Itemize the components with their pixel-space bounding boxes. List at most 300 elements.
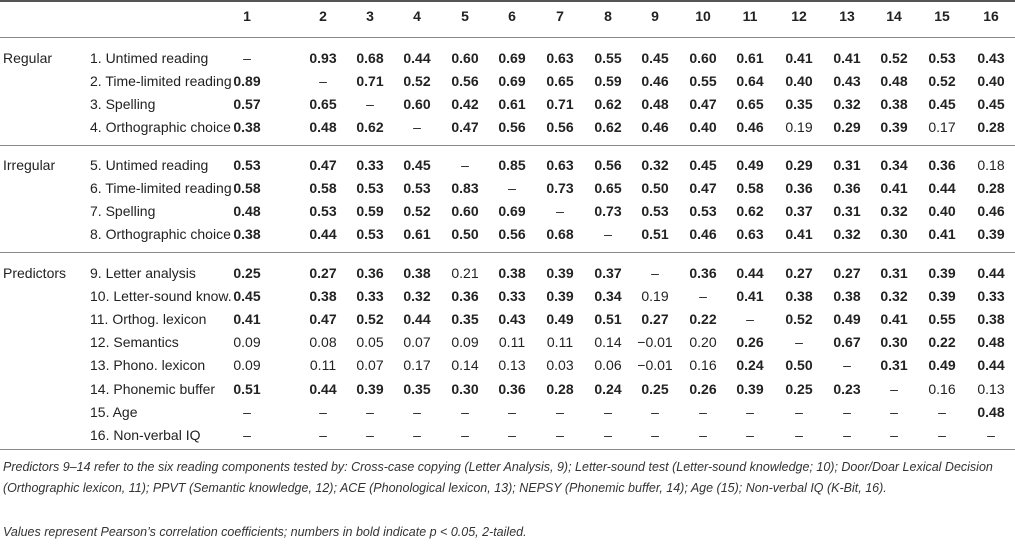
table-cell: 0.38: [833, 288, 861, 305]
table-cell: 0.45: [977, 96, 1005, 113]
table-cell: 0.27: [309, 265, 337, 281]
table-cell: 0.22: [928, 334, 956, 351]
table-cell: 0.50: [785, 357, 813, 374]
table-cell: 0.49: [928, 357, 956, 374]
table-cell: 0.28: [977, 180, 1005, 197]
table-cell: 0.33: [498, 288, 526, 305]
table-cell: 0.40: [689, 119, 717, 136]
table-footnote-predictors: Predictors 9–14 refer to the six reading components tested by: Cross-case copying (Letter Analysis, 9); Letter-sound test (Letter-sound knowledge; 10); Door/Doar Lexical Decision (Orthographic lexicon, 11); PPVT (Semantic knowledge, 12); ACE (Phonological lexicon, 13); NEPSY (Phonemic buffer, 14); Age (15); Non-verbal IQ (K-Bit, 16).: [3, 460, 993, 495]
table-cell: 0.38: [880, 96, 908, 113]
row-label: 11. Orthog. lexicon: [90, 311, 207, 328]
table-cell: 0.65: [546, 73, 574, 90]
table-cell: 0.44: [977, 265, 1005, 281]
table-cell: 0.36: [689, 265, 717, 281]
group-label-regular: Regular: [3, 50, 53, 66]
table-cell: 0.46: [977, 203, 1005, 220]
table-cell: 0.51: [641, 226, 669, 243]
table-cell: –: [987, 426, 995, 443]
table-cell: 0.46: [641, 73, 669, 90]
table-cell: 0.89: [233, 73, 261, 90]
table-cell: 0.69: [498, 73, 526, 90]
table-cell: 0.41: [928, 226, 956, 243]
table-cell: 0.45: [928, 96, 956, 113]
table-rule: [0, 0, 1015, 2]
table-cell: 0.52: [928, 73, 956, 90]
table-cell: 0.26: [736, 334, 764, 351]
table-cell: 0.60: [451, 50, 479, 66]
table-cell: 0.32: [641, 157, 669, 173]
row-label: 2. Time-limited reading: [90, 73, 232, 90]
table-cell: 0.63: [546, 157, 574, 173]
table-cell: –: [319, 426, 327, 443]
table-row: [0, 93, 1015, 116]
table-cell: 0.44: [977, 357, 1005, 374]
table-cell: 0.13: [977, 380, 1005, 397]
table-cell: 0.40: [977, 73, 1005, 90]
table-cell: 0.32: [880, 288, 908, 305]
table-cell: –: [746, 403, 754, 420]
table-cell: 0.47: [309, 311, 337, 328]
table-cell: 0.36: [356, 265, 384, 281]
table-cell: 0.62: [736, 203, 764, 220]
table-cell: 0.11: [309, 357, 337, 374]
table-cell: 0.29: [785, 157, 813, 173]
table-cell: 0.36: [928, 157, 956, 173]
table-cell: 0.23: [833, 380, 861, 397]
table-cell: –: [461, 403, 469, 420]
table-cell: 0.41: [785, 226, 813, 243]
table-cell: 0.36: [833, 180, 861, 197]
table-cell: 0.19: [641, 288, 669, 305]
table-cell: 0.35: [451, 311, 479, 328]
table-cell: 0.17: [403, 357, 431, 374]
table-rule: [0, 449, 1015, 450]
table-cell: 0.47: [451, 119, 479, 136]
table-cell: 0.30: [880, 334, 908, 351]
table-rule: [0, 37, 1015, 38]
table-cell: –: [243, 403, 251, 420]
table-cell: 0.53: [356, 226, 384, 243]
column-header-8: 8: [604, 8, 612, 24]
table-cell: 0.44: [403, 50, 431, 66]
table-cell: 0.62: [594, 96, 622, 113]
table-cell: –: [556, 203, 564, 220]
table-cell: –: [604, 403, 612, 420]
table-cell: –: [746, 311, 754, 328]
table-row: [0, 177, 1015, 200]
table-cell: 0.39: [880, 119, 908, 136]
table-cell: 0.67: [833, 334, 861, 351]
table-cell: 0.39: [928, 265, 956, 281]
table-cell: 0.21: [451, 265, 479, 281]
table-cell: 0.55: [928, 311, 956, 328]
table-cell: 0.57: [233, 96, 261, 113]
table-cell: –: [366, 403, 374, 420]
row-label: 6. Time-limited reading: [90, 180, 232, 197]
table-cell: 0.44: [403, 311, 431, 328]
table-cell: 0.27: [833, 265, 861, 281]
table-cell: 0.38: [977, 311, 1005, 328]
table-cell: 0.07: [403, 334, 431, 351]
table-cell: 0.53: [233, 157, 261, 173]
table-cell: –: [938, 426, 946, 443]
table-cell: 0.56: [594, 157, 622, 173]
table-cell: –: [413, 403, 421, 420]
table-cell: 0.52: [356, 311, 384, 328]
table-cell: 0.47: [689, 180, 717, 197]
table-cell: –: [243, 50, 251, 66]
table-cell: 0.48: [233, 203, 261, 220]
table-cell: 0.59: [356, 203, 384, 220]
table-cell: –: [699, 426, 707, 443]
table-cell: 0.25: [641, 380, 669, 397]
table-cell: 0.56: [498, 226, 526, 243]
table-cell: 0.06: [594, 357, 622, 374]
table-cell: –: [413, 426, 421, 443]
table-cell: 0.24: [594, 380, 622, 397]
table-cell: 0.53: [641, 203, 669, 220]
table-cell: 0.53: [928, 50, 956, 66]
table-cell: 0.60: [689, 50, 717, 66]
table-cell: 0.51: [594, 311, 622, 328]
table-cell: –: [651, 265, 659, 281]
table-cell: 0.43: [498, 311, 526, 328]
table-row: [0, 154, 1015, 177]
table-cell: 0.14: [451, 357, 479, 374]
table-cell: 0.16: [689, 357, 717, 374]
table-cell: 0.09: [451, 334, 479, 351]
table-cell: 0.25: [233, 265, 261, 281]
row-label: 1. Untimed reading: [90, 50, 209, 66]
row-label: 10. Letter-sound know.: [90, 288, 232, 305]
table-cell: 0.33: [356, 157, 384, 173]
table-cell: 0.58: [233, 180, 261, 197]
table-cell: –: [508, 403, 516, 420]
table-cell: 0.46: [736, 119, 764, 136]
table-cell: 0.47: [689, 96, 717, 113]
table-cell: 0.39: [928, 288, 956, 305]
table-cell: 0.31: [833, 203, 861, 220]
table-cell: 0.41: [233, 311, 261, 328]
table-cell: –: [508, 180, 516, 197]
table-cell: 0.47: [309, 157, 337, 173]
table-cell: 0.63: [546, 50, 574, 66]
table-cell: 0.44: [309, 380, 337, 397]
table-cell: 0.41: [785, 50, 813, 66]
table-cell: –: [938, 403, 946, 420]
group-label-irregular: Irregular: [3, 157, 56, 173]
row-label: 9. Letter analysis: [90, 265, 196, 281]
table-cell: 0.68: [546, 226, 574, 243]
column-header-9: 9: [651, 8, 659, 24]
table-cell: 0.48: [880, 73, 908, 90]
table-cell: 0.39: [356, 380, 384, 397]
table-cell: 0.33: [356, 288, 384, 305]
column-header-11: 11: [742, 8, 758, 24]
table-row: [0, 116, 1015, 139]
table-row: [0, 262, 1015, 285]
table-cell: 0.32: [833, 96, 861, 113]
table-cell: –: [795, 426, 803, 443]
table-cell: 0.83: [451, 180, 479, 197]
column-header-14: 14: [886, 8, 902, 24]
table-cell: 0.49: [833, 311, 861, 328]
table-cell: 0.53: [356, 180, 384, 197]
table-cell: 0.40: [785, 73, 813, 90]
table-cell: –: [843, 403, 851, 420]
table-cell: 0.16: [928, 380, 956, 397]
table-row: [0, 223, 1015, 246]
table-cell: 0.41: [833, 50, 861, 66]
table-row: [0, 331, 1015, 354]
table-cell: 0.40: [928, 203, 956, 220]
table-cell: 0.11: [498, 334, 526, 351]
table-cell: 0.32: [880, 203, 908, 220]
row-label: 3. Spelling: [90, 96, 156, 113]
table-cell: 0.38: [498, 265, 526, 281]
table-cell: 0.73: [594, 203, 622, 220]
table-cell: 0.56: [451, 73, 479, 90]
table-cell: 0.44: [309, 226, 337, 243]
table-cell: –: [843, 357, 851, 374]
table-cell: 0.52: [403, 203, 431, 220]
row-label: 7. Spelling: [90, 203, 156, 220]
table-cell: 0.49: [546, 311, 574, 328]
table-row: [0, 70, 1015, 93]
table-cell: 0.25: [785, 380, 813, 397]
table-cell: 0.58: [736, 180, 764, 197]
table-cell: 0.61: [498, 96, 526, 113]
table-cell: 0.44: [928, 180, 956, 197]
table-cell: –: [843, 426, 851, 443]
table-cell: 0.31: [833, 157, 861, 173]
table-cell: 0.65: [594, 180, 622, 197]
table-cell: 0.61: [736, 50, 764, 66]
table-cell: 0.35: [403, 380, 431, 397]
row-label: 16. Non-verbal IQ: [90, 426, 201, 443]
table-cell: 0.36: [498, 380, 526, 397]
table-cell: 0.51: [233, 380, 261, 397]
table-cell: 0.49: [736, 157, 764, 173]
table-cell: –: [366, 96, 374, 113]
table-cell: 0.44: [736, 265, 764, 281]
table-cell: –: [243, 426, 251, 443]
table-cell: 0.53: [689, 203, 717, 220]
table-cell: –: [890, 403, 898, 420]
table-cell: 0.52: [785, 311, 813, 328]
table-cell: −0.01: [637, 357, 673, 374]
table-cell: 0.22: [689, 311, 717, 328]
table-cell: 0.64: [736, 73, 764, 90]
table-cell: 0.36: [451, 288, 479, 305]
table-cell: 0.28: [546, 380, 574, 397]
table-cell: –: [461, 426, 469, 443]
row-label: 12. Semantics: [90, 334, 179, 351]
table-row: [0, 424, 1015, 447]
table-cell: 0.05: [356, 334, 384, 351]
table-cell: 0.62: [594, 119, 622, 136]
table-cell: 0.41: [880, 311, 908, 328]
row-label: 13. Phono. lexicon: [90, 357, 206, 374]
row-label: 5. Untimed reading: [90, 157, 209, 173]
table-cell: 0.61: [403, 226, 431, 243]
table-cell: 0.39: [736, 380, 764, 397]
table-cell: 0.09: [233, 357, 261, 374]
table-cell: 0.38: [233, 226, 261, 243]
table-row: [0, 200, 1015, 223]
table-cell: 0.41: [736, 288, 764, 305]
table-cell: 0.19: [785, 119, 813, 136]
table-cell: 0.27: [785, 265, 813, 281]
table-cell: 0.29: [833, 119, 861, 136]
table-cell: 0.34: [880, 157, 908, 173]
table-cell: 0.71: [356, 73, 384, 90]
table-cell: –: [890, 426, 898, 443]
table-cell: 0.59: [594, 73, 622, 90]
table-cell: 0.68: [356, 50, 384, 66]
row-label: 15. Age: [90, 403, 138, 420]
table-cell: –: [461, 157, 469, 173]
table-cell: –: [366, 426, 374, 443]
table-cell: 0.37: [594, 265, 622, 281]
table-cell: 0.71: [546, 96, 574, 113]
table-cell: 0.65: [309, 96, 337, 113]
table-cell: 0.42: [451, 96, 479, 113]
row-label: 8. Orthographic choice: [90, 226, 231, 243]
column-header-2: 2: [319, 8, 327, 24]
table-cell: 0.53: [309, 203, 337, 220]
table-cell: –: [651, 426, 659, 443]
column-header-5: 5: [461, 8, 469, 24]
table-cell: 0.48: [977, 334, 1005, 351]
table-cell: 0.26: [689, 380, 717, 397]
table-cell: 0.43: [977, 50, 1005, 66]
table-cell: 0.63: [736, 226, 764, 243]
table-cell: 0.33: [977, 288, 1005, 305]
table-cell: 0.52: [880, 50, 908, 66]
table-cell: 0.34: [594, 288, 622, 305]
table-cell: 0.20: [689, 334, 717, 351]
table-cell: –: [319, 73, 327, 90]
table-cell: 0.39: [977, 226, 1005, 243]
table-cell: –: [604, 426, 612, 443]
table-cell: 0.17: [928, 119, 956, 136]
table-cell: 0.14: [594, 334, 622, 351]
table-cell: 0.07: [356, 357, 384, 374]
table-cell: 0.32: [403, 288, 431, 305]
table-row: [0, 378, 1015, 401]
table-cell: 0.38: [785, 288, 813, 305]
table-cell: −0.01: [637, 334, 673, 351]
table-cell: 0.60: [403, 96, 431, 113]
table-rule: [0, 252, 1015, 253]
table-cell: 0.56: [498, 119, 526, 136]
table-cell: 0.48: [309, 119, 337, 136]
table-cell: 0.39: [546, 288, 574, 305]
table-cell: –: [795, 334, 803, 351]
table-cell: –: [651, 403, 659, 420]
table-cell: 0.48: [641, 96, 669, 113]
table-cell: 0.37: [785, 203, 813, 220]
table-cell: –: [508, 426, 516, 443]
table-cell: 0.18: [977, 157, 1005, 173]
table-cell: 0.73: [546, 180, 574, 197]
table-cell: 0.30: [451, 380, 479, 397]
table-cell: 0.53: [403, 180, 431, 197]
table-cell: 0.11: [546, 334, 574, 351]
column-header-15: 15: [934, 8, 950, 24]
row-label: 14. Phonemic buffer: [90, 380, 216, 397]
table-row: [0, 47, 1015, 70]
table-cell: –: [746, 426, 754, 443]
table-cell: 0.45: [233, 288, 261, 305]
column-header-13: 13: [839, 8, 855, 24]
table-cell: –: [795, 403, 803, 420]
table-cell: 0.62: [356, 119, 384, 136]
table-cell: 0.41: [880, 180, 908, 197]
table-cell: 0.38: [233, 119, 261, 136]
table-cell: 0.45: [403, 157, 431, 173]
table-cell: –: [319, 403, 327, 420]
table-cell: 0.31: [880, 357, 908, 374]
table-cell: 0.43: [833, 73, 861, 90]
row-label: 4. Orthographic choice: [90, 119, 231, 136]
column-header-12: 12: [791, 8, 807, 24]
table-row: [0, 401, 1015, 424]
table-cell: 0.36: [785, 180, 813, 197]
table-cell: 0.69: [498, 203, 526, 220]
table-cell: –: [699, 288, 707, 305]
table-cell: 0.31: [880, 265, 908, 281]
table-cell: –: [413, 119, 421, 136]
table-cell: 0.69: [498, 50, 526, 66]
table-cell: 0.45: [641, 50, 669, 66]
table-cell: 0.24: [736, 357, 764, 374]
table-footnote-values: Values represent Pearson’s correlation coefficients; numbers in bold indicate p < 0.05, 2-tailed.: [3, 525, 527, 539]
table-cell: 0.56: [546, 119, 574, 136]
table-cell: 0.38: [309, 288, 337, 305]
table-cell: –: [556, 403, 564, 420]
table-cell: 0.27: [641, 311, 669, 328]
table-cell: 0.28: [977, 119, 1005, 136]
column-header-6: 6: [508, 8, 516, 24]
table-cell: 0.55: [594, 50, 622, 66]
table-cell: 0.85: [498, 157, 526, 173]
table-cell: –: [890, 380, 898, 397]
table-cell: 0.13: [498, 357, 526, 374]
table-cell: –: [604, 226, 612, 243]
table-cell: 0.48: [977, 403, 1005, 420]
group-label-predictors: Predictors: [3, 265, 67, 281]
table-row: [0, 308, 1015, 331]
column-header-10: 10: [695, 8, 711, 24]
table-cell: 0.65: [736, 96, 764, 113]
table-cell: 0.58: [309, 180, 337, 197]
column-header-16: 16: [983, 8, 999, 24]
table-cell: 0.08: [309, 334, 337, 351]
table-row: [0, 354, 1015, 377]
table-cell: 0.50: [451, 226, 479, 243]
table-cell: –: [699, 403, 707, 420]
table-cell: 0.50: [641, 180, 669, 197]
table-cell: 0.38: [403, 265, 431, 281]
table-row: [0, 285, 1015, 308]
table-cell: 0.46: [689, 226, 717, 243]
table-cell: 0.39: [546, 265, 574, 281]
table-cell: 0.03: [546, 357, 574, 374]
table-cell: 0.30: [880, 226, 908, 243]
column-header-3: 3: [366, 8, 374, 24]
